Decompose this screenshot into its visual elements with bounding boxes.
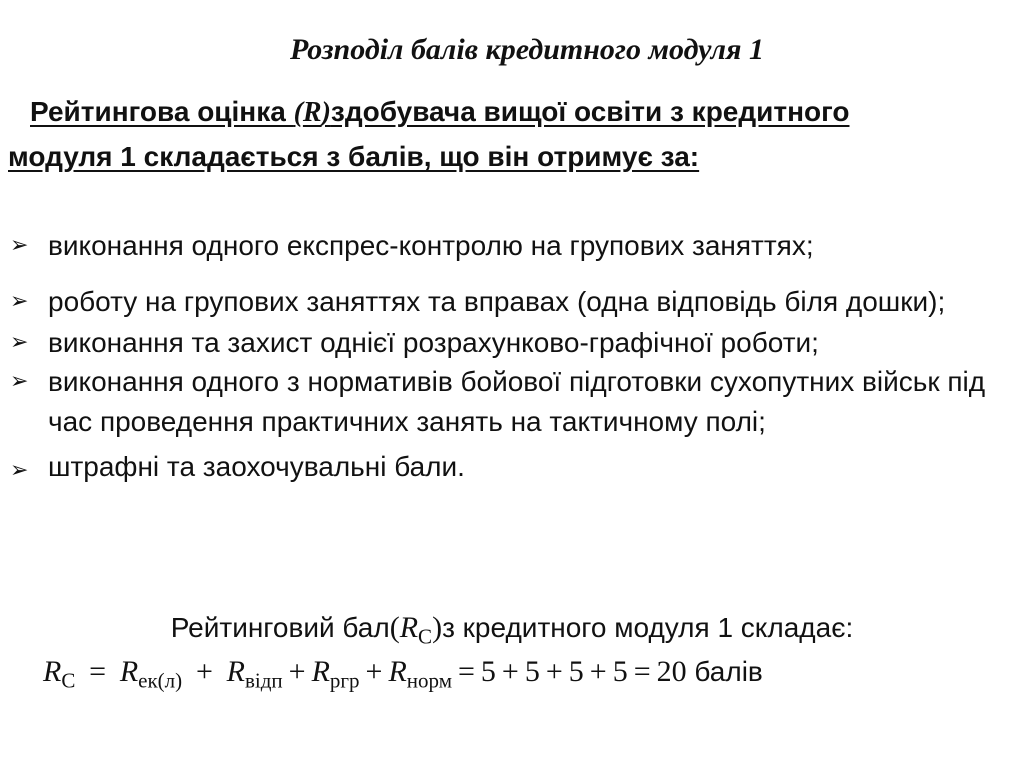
intro-symbol: R	[302, 97, 322, 128]
bullet-item	[10, 442, 1014, 492]
bullet-text: виконання та захист однієї розрахунково-графічної роботи;	[48, 327, 819, 358]
bullet-text: роботу на групових заняттях та вправах (одна відповідь біля дошки);	[48, 286, 946, 317]
bullet-item	[10, 225, 1014, 267]
rating-subscript: С	[418, 624, 433, 649]
rating-prefix: Рейтинговий бал	[170, 612, 390, 643]
intro-paragraph	[8, 90, 1013, 179]
bullet-list-2	[10, 281, 1017, 492]
intro-paren-close: )	[321, 97, 331, 128]
bullet-item	[10, 362, 1017, 442]
formula-term-symbol: R	[119, 655, 139, 688]
arrow-bullet-icon: ➢	[10, 330, 29, 355]
bullet-list-1	[10, 225, 1014, 267]
intro-line-2: модуля 1 складається з балів, що він отримує за:	[8, 141, 700, 172]
arrow-bullet-icon: ➢	[10, 369, 29, 394]
formula-term-sub: відп	[244, 668, 283, 693]
formula-term-symbol: R	[226, 655, 245, 688]
formula-total-symbol: R	[43, 655, 62, 688]
intro-suffix: здобувача вищої освіти з кредитного	[330, 96, 850, 127]
bullet-text: виконання одного експрес-контролю на групових заняттях;	[48, 230, 814, 261]
bullet-text: штрафні та заохочувальні бали.	[48, 451, 465, 482]
formula-unit: балів	[694, 656, 763, 687]
formula-term-sub: ек(л)	[138, 668, 183, 693]
page-title: Розподіл балів кредитного модуля 1	[290, 33, 764, 66]
formula-term-sub: норм	[406, 668, 452, 693]
formula-value: 5	[524, 655, 540, 688]
bullet-text: виконання одного з нормативів бойової підготовки сухопутних військ під час проведення практичних занять на тактичному полі;	[48, 366, 1017, 437]
formula-term-symbol: R	[388, 655, 407, 688]
bullet-item	[10, 323, 1014, 362]
rating-formula: $R_С = R_{ек(л)} + R_{відп} + R_{ргр} + R_{норм} = 5 + 5 + 5 + 5 = 20$ балів	[43, 655, 763, 693]
formula-value: 5	[480, 655, 496, 688]
arrow-bullet-icon: ➢	[10, 458, 29, 483]
formula-value: 5	[568, 655, 584, 688]
bullet-item	[10, 281, 1014, 323]
rating-suffix: з кредитного модуля 1 складає:	[442, 612, 854, 643]
formula-value: 5	[612, 655, 628, 688]
rating-caption: Рейтинговий $бал(R_С)з$ кредитного модуля 1 складає:	[170, 611, 854, 649]
formula-term-symbol: R	[311, 655, 330, 688]
formula-term-sub: ргр	[329, 668, 360, 693]
arrow-bullet-icon: ➢	[10, 289, 29, 314]
intro-paren-open: (	[293, 97, 303, 128]
formula-total-sub: С	[61, 668, 76, 693]
rating-symbol: R	[399, 611, 419, 644]
formula-total: 20	[656, 655, 687, 688]
intro-prefix: Рейтингова оцінка	[30, 96, 294, 127]
intro-line-1	[8, 90, 1013, 135]
arrow-bullet-icon: ➢	[10, 233, 29, 258]
